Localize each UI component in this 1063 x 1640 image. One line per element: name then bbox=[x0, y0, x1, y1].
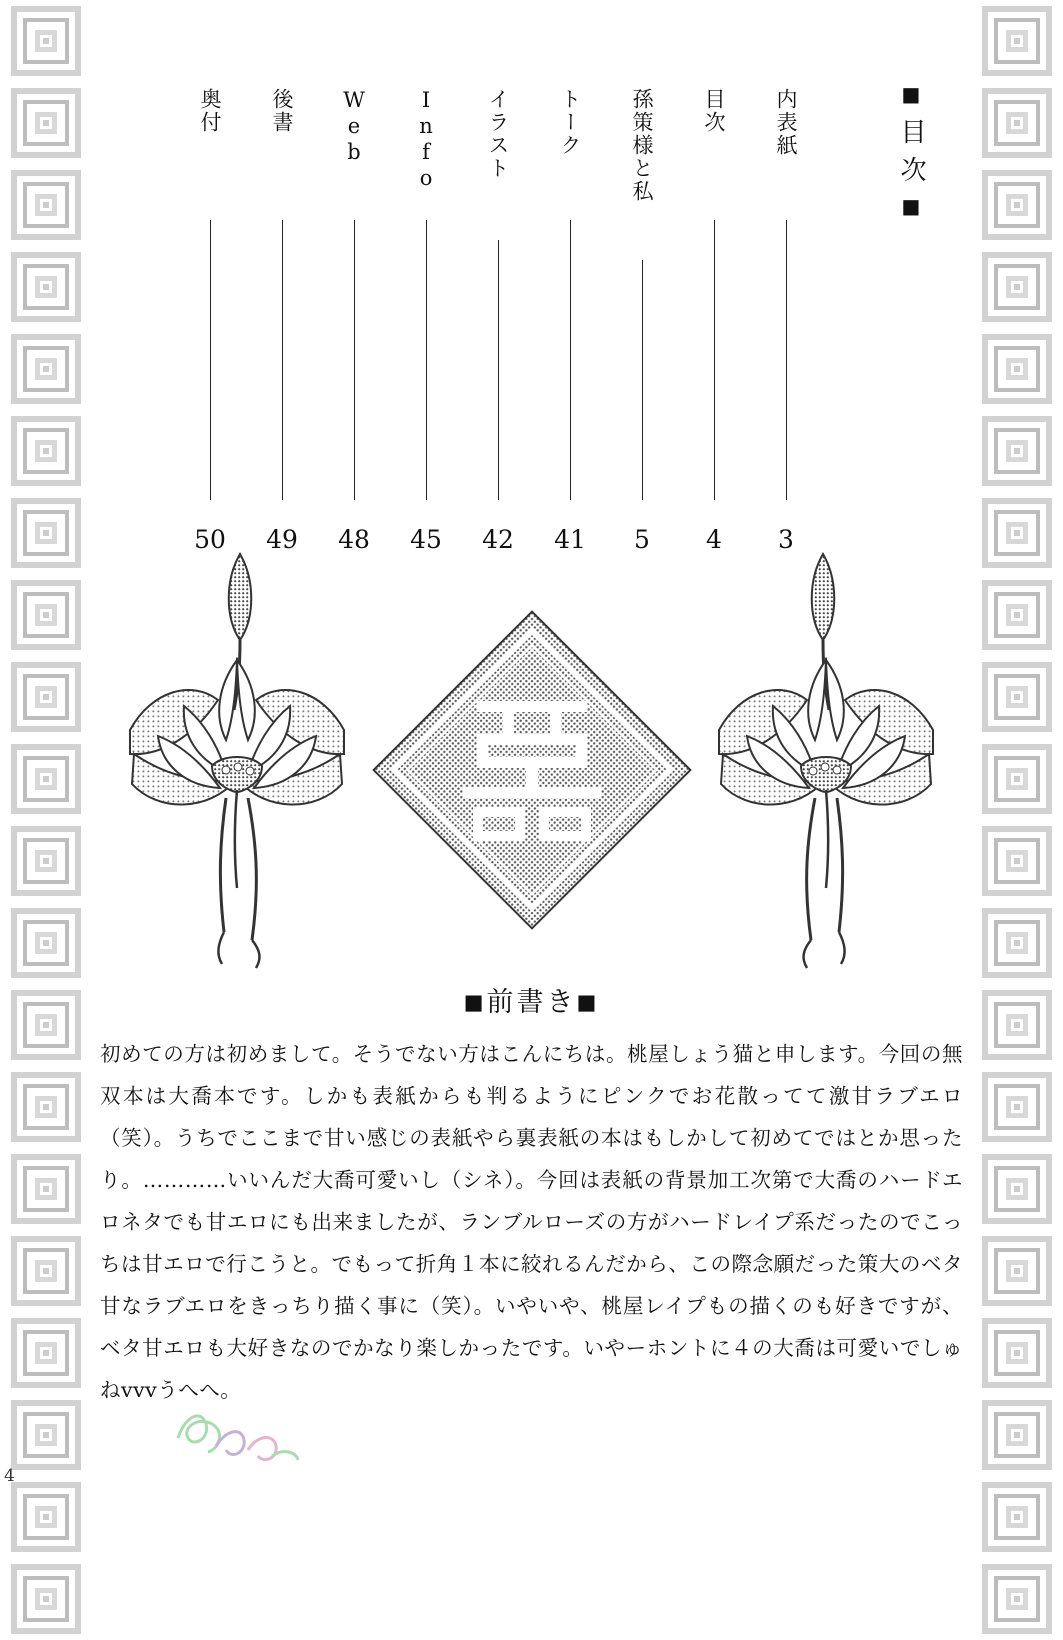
toc-entry-label: Info bbox=[414, 88, 439, 192]
toc-entry[interactable] bbox=[462, 70, 534, 554]
toc-entry-page-number: 5 bbox=[634, 525, 650, 554]
toc-entry-page-number: 45 bbox=[410, 525, 442, 554]
border-motif bbox=[976, 0, 1058, 82]
toc-entry[interactable] bbox=[174, 70, 246, 554]
preface-paragraph: 初めての方は初めまして。そうでない方はこんにちは。桃屋しょう猫と申します。今回の無双本は大喬本です。しかも表紙からも判るようにピンクでお花散ってて激甘ラブエロ（笑）。うちでここまで甘い感じの表紙やら裏表紙の本はもしかして初めてではとか思ったり。…………いいんだ大喬可愛いし（シネ）。今回は表紙の背景加工次第で大喬のハードエロネタでも甘エロにも出来ましたが、ランブルローズの方がハードレイプ系だったのでこっちは甘エロで行こうと。でもって折角１本に絞れるんだから、この際念願だった策大のベタ甘なラブエロをきっちり描く事に（笑）。いやいや、桃屋レイプもの描くのも好きですが、ベタ甘エロも大好きなのでかなり楽しかったです。いやーホントに４の大喬は可愛いでしゅねvvvうへへ。 bbox=[100, 1042, 963, 1402]
border-motif bbox=[5, 492, 87, 574]
page-content bbox=[92, 0, 971, 1500]
border-motif bbox=[976, 574, 1058, 656]
border-motif bbox=[5, 902, 87, 984]
toc-entry[interactable] bbox=[750, 70, 822, 554]
toc-entry-page-number: 3 bbox=[778, 525, 794, 554]
toc-entry-label: 目次 bbox=[702, 88, 727, 134]
toc-entry[interactable] bbox=[246, 70, 318, 554]
preface-body bbox=[100, 1033, 963, 1411]
toc-entry[interactable] bbox=[606, 70, 678, 554]
border-motif bbox=[5, 574, 87, 656]
toc-entry-label: トーク bbox=[558, 88, 583, 157]
border-motif bbox=[5, 246, 87, 328]
toc-heading-mark-left: ■ bbox=[899, 82, 923, 118]
artist-signature-doodle bbox=[172, 1394, 302, 1474]
border-motif bbox=[5, 1476, 87, 1558]
toc-leader-line bbox=[786, 220, 787, 500]
border-motif bbox=[976, 1394, 1058, 1476]
double-happiness-diamond-icon bbox=[367, 605, 697, 935]
toc-entry-page-number: 49 bbox=[266, 525, 298, 554]
toc-leader-line bbox=[714, 220, 715, 500]
toc-entry[interactable] bbox=[318, 70, 390, 554]
border-motif bbox=[5, 1066, 87, 1148]
toc-entry-label: イラスト bbox=[486, 88, 511, 180]
border-motif bbox=[976, 1148, 1058, 1230]
ornament-band bbox=[92, 540, 971, 970]
border-motif bbox=[5, 738, 87, 820]
table-of-contents bbox=[152, 70, 942, 554]
border-motif bbox=[5, 1394, 87, 1476]
toc-entry-page-number: 41 bbox=[554, 525, 586, 554]
lotus-flower-icon-left bbox=[122, 540, 352, 970]
lotus-flower-icon-right bbox=[711, 540, 941, 970]
border-motif bbox=[5, 0, 87, 82]
border-motif bbox=[5, 1312, 87, 1394]
toc-entry-label: 奥付 bbox=[198, 88, 223, 134]
border-motif bbox=[976, 902, 1058, 984]
border-motif bbox=[976, 1476, 1058, 1558]
border-motif bbox=[976, 738, 1058, 820]
border-motif bbox=[976, 82, 1058, 164]
toc-entry[interactable] bbox=[390, 70, 462, 554]
toc-leader-line bbox=[426, 220, 427, 500]
border-motif bbox=[5, 1558, 87, 1640]
border-motif bbox=[5, 410, 87, 492]
preface-heading-mark-left: ■ bbox=[463, 990, 487, 1014]
border-motif bbox=[976, 1558, 1058, 1640]
toc-leader-line bbox=[498, 240, 499, 500]
toc-entry-label: 内表紙 bbox=[774, 88, 799, 157]
border-motif bbox=[976, 984, 1058, 1066]
decorative-border-left bbox=[0, 0, 92, 1500]
toc-heading-mark-right: ■ bbox=[899, 194, 923, 230]
toc-entry-page-number: 48 bbox=[338, 525, 370, 554]
toc-leader-line bbox=[282, 220, 283, 500]
toc-leader-line bbox=[570, 220, 571, 500]
toc-entry[interactable] bbox=[534, 70, 606, 554]
border-motif bbox=[5, 1230, 87, 1312]
toc-heading bbox=[893, 82, 930, 230]
toc-entry-page-number: 42 bbox=[482, 525, 514, 554]
border-motif bbox=[976, 1230, 1058, 1312]
preface-heading-label: 前書き bbox=[486, 987, 577, 1018]
border-motif bbox=[976, 246, 1058, 328]
border-motif bbox=[5, 82, 87, 164]
border-motif bbox=[5, 328, 87, 410]
border-motif bbox=[976, 410, 1058, 492]
toc-entry-page-number: 4 bbox=[706, 525, 722, 554]
preface-heading bbox=[92, 980, 971, 1019]
toc-entry-list bbox=[152, 70, 822, 554]
border-motif bbox=[976, 1312, 1058, 1394]
border-motif bbox=[5, 164, 87, 246]
toc-entry[interactable] bbox=[678, 70, 750, 554]
toc-entry-page-number: 50 bbox=[194, 525, 226, 554]
toc-leader-line bbox=[210, 220, 211, 500]
border-motif bbox=[5, 984, 87, 1066]
preface-section bbox=[92, 980, 971, 1411]
border-motif bbox=[976, 164, 1058, 246]
page-number: 4 bbox=[4, 1466, 15, 1486]
toc-entry-label: 孫策様と私 bbox=[630, 88, 655, 203]
preface-heading-mark-right: ■ bbox=[576, 990, 600, 1014]
border-motif bbox=[976, 820, 1058, 902]
toc-entry-label: 後書 bbox=[270, 88, 295, 134]
border-motif bbox=[5, 820, 87, 902]
border-motif bbox=[976, 1066, 1058, 1148]
border-motif bbox=[5, 656, 87, 738]
toc-leader-line bbox=[642, 260, 643, 500]
border-motif bbox=[5, 1148, 87, 1230]
decorative-border-right bbox=[971, 0, 1063, 1500]
border-motif bbox=[976, 328, 1058, 410]
border-motif bbox=[976, 492, 1058, 574]
toc-heading-label: 目次 bbox=[896, 118, 926, 194]
toc-entry-label: Web bbox=[342, 88, 367, 166]
toc-leader-line bbox=[354, 220, 355, 500]
border-motif bbox=[976, 656, 1058, 738]
